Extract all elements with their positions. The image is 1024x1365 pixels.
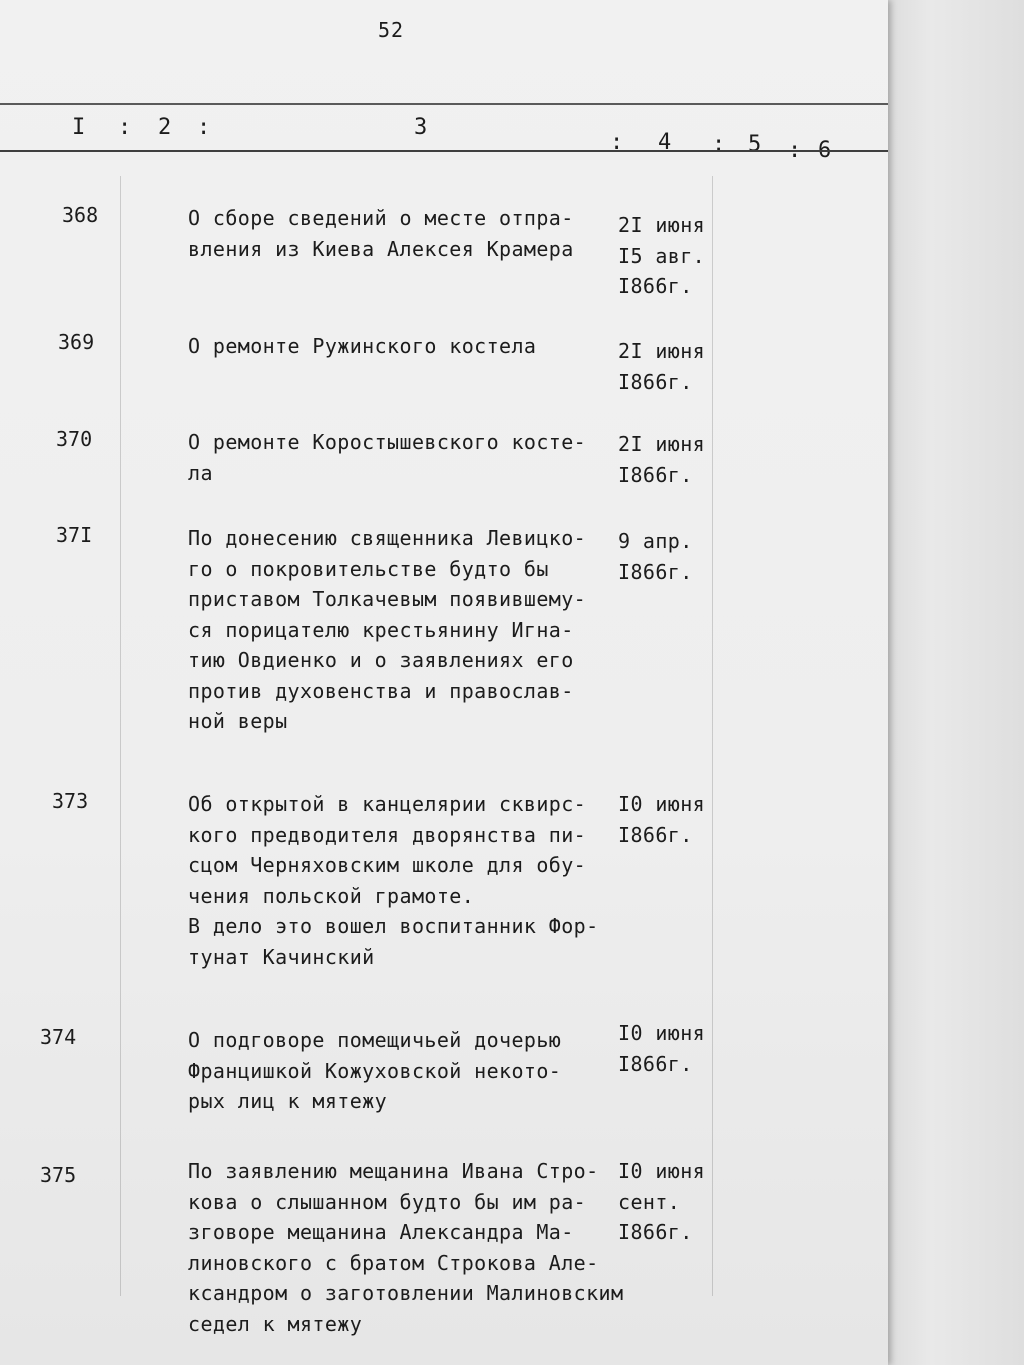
description-line: приставом Толкачевым появившему- <box>188 587 587 611</box>
column-divider <box>120 176 121 1296</box>
description-line: седел к мятежу <box>188 1311 363 1336</box>
header-top-rule <box>0 103 888 105</box>
entry-number: 370 <box>56 427 93 451</box>
column-5-header: 5 <box>748 132 762 157</box>
description-line: тунат Качинский <box>188 944 375 969</box>
date-line: 2I июня <box>618 432 706 456</box>
entry-description <box>188 1156 624 1339</box>
description-line: ся порицателю крестьянину Игна- <box>188 617 574 642</box>
entry-number: 37I <box>56 523 93 547</box>
page-number: 52 <box>378 18 405 42</box>
entry-date <box>618 526 693 587</box>
description-line: ной веры <box>188 709 288 733</box>
date-line: I866г. <box>618 1051 693 1076</box>
description-line: О сборе сведений о месте отпра- <box>188 206 574 230</box>
date-line: I866г. <box>618 822 693 847</box>
description-line: чения польской грамоте. <box>188 883 475 908</box>
description-line: В дело это вошел воспитанник Фор- <box>188 914 599 938</box>
date-line: I866г. <box>618 462 693 487</box>
date-line: I0 июня <box>618 792 706 816</box>
date-line: сент. <box>618 1189 681 1214</box>
column-3-header: 3 <box>414 115 428 140</box>
column-4-header: 4 <box>658 130 672 155</box>
description-line: вления из Киева Алексея Крамера <box>188 236 574 261</box>
description-line: О ремонте Коростышевского косте- <box>188 430 587 454</box>
entry-date <box>618 210 705 302</box>
description-line: кого предводителя дворянства пи- <box>188 822 587 847</box>
entry-number: 374 <box>40 1025 77 1049</box>
description-line: О ремонте Ружинского костела <box>188 334 537 358</box>
description-line: О подговоре помещичьей дочерью <box>188 1028 562 1052</box>
entry-number: 373 <box>52 789 89 813</box>
column-2-header: 2 <box>158 115 172 140</box>
entry-date <box>618 1018 705 1079</box>
entry-date <box>618 429 705 490</box>
column-separator: : <box>712 132 726 157</box>
description-line: ла <box>188 460 213 485</box>
description-line: По заявлению мещанина Ивана Стро- <box>188 1159 599 1183</box>
entry-date <box>618 336 705 397</box>
entry-description <box>188 203 618 264</box>
column-separator: : <box>610 130 624 155</box>
description-line: против духовенства и православ- <box>188 678 574 703</box>
date-line: I5 авг. <box>618 243 706 268</box>
column-separator: : <box>197 115 211 140</box>
entry-date <box>618 1156 705 1248</box>
description-line: сцом Черняховским школе для обу- <box>188 853 587 877</box>
entry-description <box>188 523 618 737</box>
description-line: рых лиц к мятежу <box>188 1089 388 1113</box>
description-line: линовского с братом Строкова Але- <box>188 1250 599 1275</box>
date-line: I0 июня <box>618 1021 706 1045</box>
entry-description <box>188 1025 618 1117</box>
date-line: I866г. <box>618 559 693 584</box>
date-line: I866г. <box>618 1220 693 1244</box>
entry-description <box>188 427 618 488</box>
entry-date <box>618 789 705 850</box>
description-line: кова о слышанном будто бы им ра- <box>188 1189 587 1214</box>
date-line: I866г. <box>618 274 693 298</box>
column-separator: : <box>118 115 132 140</box>
description-line: Францишкой Кожуховской некото- <box>188 1058 562 1083</box>
description-line: го о покровительстве будто бы <box>188 556 549 581</box>
column-divider <box>712 176 713 1296</box>
column-6-header: 6 <box>818 138 832 163</box>
description-line: По донесению священника Левицко- <box>188 526 587 550</box>
description-line: тию Овдиенко и о заявлениях его <box>188 648 574 672</box>
column-1-header: I <box>72 115 86 140</box>
description-line: Об открытой в канцелярии сквирс- <box>188 792 587 816</box>
entry-number: 375 <box>40 1163 77 1187</box>
column-separator: : <box>788 138 802 163</box>
entry-description <box>188 789 618 972</box>
entry-description <box>188 331 618 362</box>
date-line: I0 июня <box>618 1159 706 1183</box>
background-page <box>870 0 1024 1365</box>
date-line: 2I июня <box>618 213 706 237</box>
description-line: зговоре мещанина Александра Ма- <box>188 1220 574 1244</box>
entry-number: 368 <box>62 203 99 227</box>
entry-number: 369 <box>58 330 95 354</box>
date-line: 9 апр. <box>618 529 693 553</box>
date-line: I866г. <box>618 369 693 394</box>
description-line: ксандром о заготовлении Малиновским <box>188 1281 624 1305</box>
date-line: 2I июня <box>618 339 706 363</box>
header-bottom-rule <box>0 150 888 152</box>
